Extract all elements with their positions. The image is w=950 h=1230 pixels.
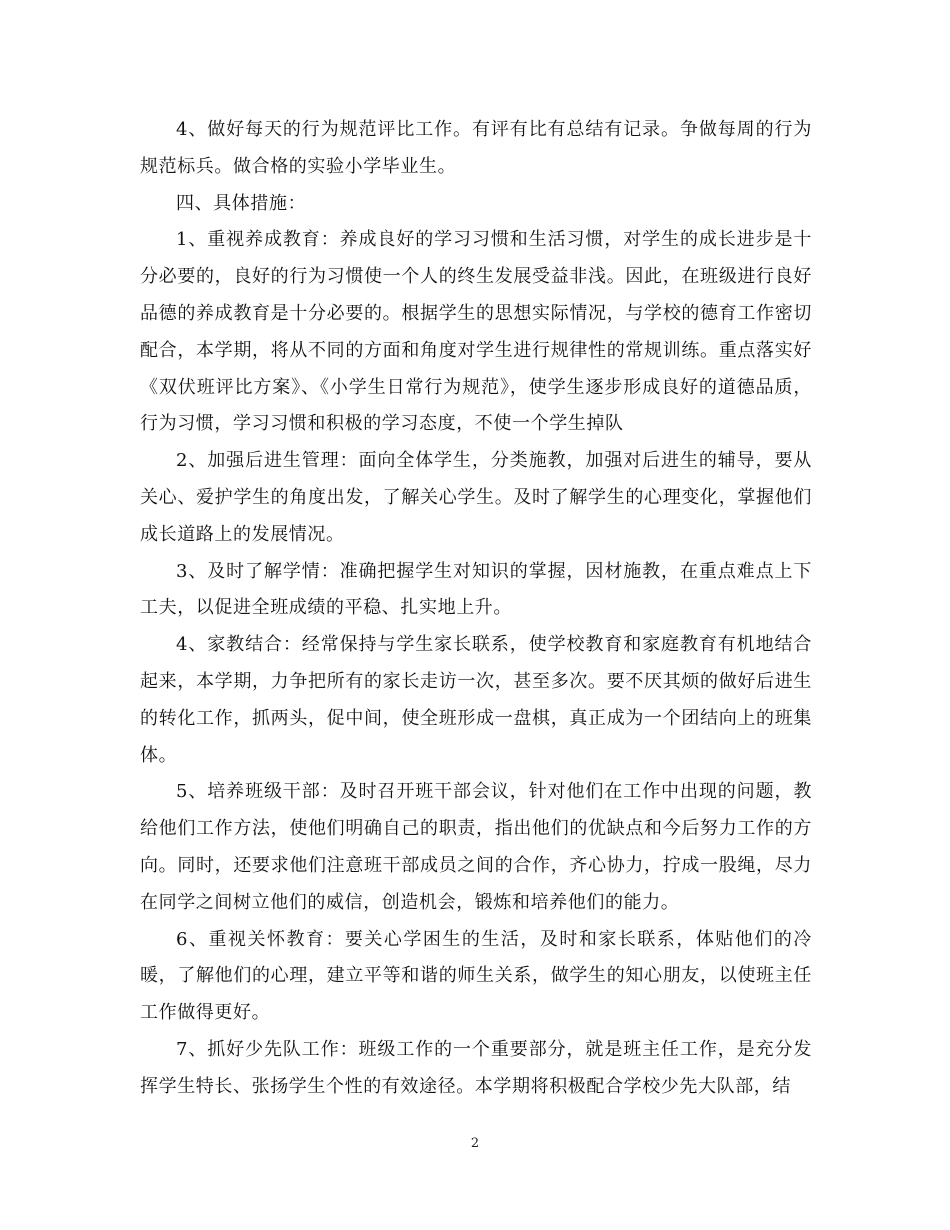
section-heading-measures: 四、具体措施： xyxy=(176,192,307,214)
paragraph-home-school: 4、家教结合：经常保持与学生家长联系，使学校教育和家庭教育有机地结合起来，本学期，力争把所有的家长走访一次，甚至多次。要不厌其烦的做好后进生的转化工作，抓两头，促中间，使全班形成一盘棋，真正成为一个团结向上的班集体。 xyxy=(140,634,812,766)
paragraph-care-education: 6、重视关怀教育：要关心学困生的生活，及时和家长联系，体贴他们的冷暖，了解他们的心理，建立平等和谐的师生关系，做学生的知心朋友，以使班主任工作做得更好。 xyxy=(140,928,812,1024)
paragraph-underachiever-management: 2、加强后进生管理：面向全体学生，分类施教，加强对后进生的辅导，要从关心、爱护学生的角度出发，了解关心学生。及时了解学生的心理变化，掌握他们成长道路上的发展情况。 xyxy=(140,450,812,545)
document-body xyxy=(140,112,812,1106)
paragraph-learning-status: 3、及时了解学情：准确把握学生对知识的掌握，因材施教，在重点难点上下工夫，以促进全班成绩的平稳、扎实地上升。 xyxy=(140,560,812,619)
paragraph-habit-education: 1、重视养成教育：养成良好的学习习惯和生活习惯，对学生的成长进步是十分必要的，良好的行为习惯使一个人的终生发展受益非浅。因此，在班级进行良好品德的养成教育是十分必要的。根据学生的思想实际情况，与学校的德育工作密切配合，本学期，将从不同的方面和角度对学生进行规律性的常规训练。重点落实好《双伏班评比方案》、《小学生日常行为规范》，使学生逐步形成良好的道德品质，行为习惯，学习习惯和积极的学习态度，不使一个学生掉队 xyxy=(140,229,812,435)
paragraph-behavior-evaluation: 4、做好每天的行为规范评比工作。有评有比有总结有记录。争做每周的行为规范标兵。做合格的实验小学毕业生。 xyxy=(140,119,812,177)
paragraph-class-cadres: 5、培养班级干部：及时召开班干部会议，针对他们在工作中出现的问题，教给他们工作方法，使他们明确自己的职责，指出他们的优缺点和今后努力工作的方向。同时，还要求他们注意班干部成员之间的合作，齐心协力，拧成一股绳，尽力在同学之间树立他们的威信，创造机会，锻炼和培养他们的能力。 xyxy=(140,781,812,913)
page-number: 2 xyxy=(470,1136,480,1151)
paragraph-young-pioneers: 7、抓好少先队工作：班级工作的一个重要部分，就是班主任工作，是充分发挥学生特长、张扬学生个性的有效途径。本学期将积极配合学校少先大队部，结 xyxy=(140,1038,812,1097)
